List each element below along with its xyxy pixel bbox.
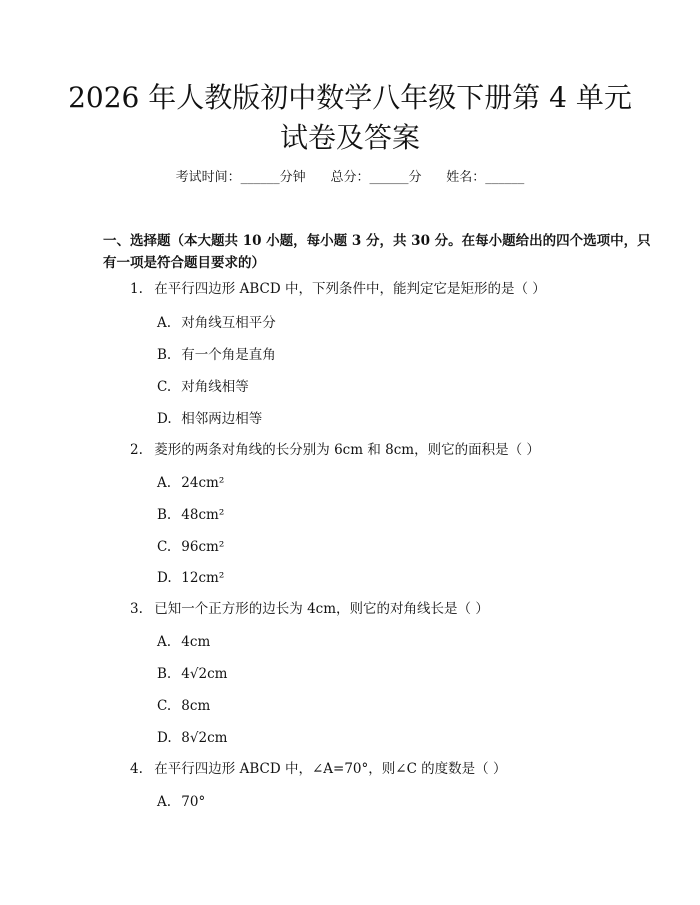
option-text: 4√2cm — [181, 666, 228, 682]
option-text: 有一个角是直角 — [181, 347, 276, 363]
option-text: 相邻两边相等 — [181, 411, 263, 427]
student-name: 姓名：______ — [446, 170, 525, 185]
option-text: 对角线相等 — [181, 379, 249, 395]
question-3 — [130, 599, 489, 619]
question-number: 3. — [130, 601, 143, 617]
option — [157, 313, 276, 333]
title-line-1: 2026 年人教版初中数学八年级下册第 4 单元 — [68, 81, 632, 114]
option — [157, 632, 210, 652]
option-letter: A. — [157, 634, 172, 650]
question-text: 在平行四边形 ABCD 中，下列条件中，能判定它是矩形的是（ ） — [154, 281, 546, 297]
option-letter: D. — [157, 730, 172, 746]
question-number: 4. — [130, 761, 143, 777]
question-number: 2. — [130, 442, 143, 458]
option — [157, 664, 227, 684]
option — [157, 537, 224, 557]
option-text: 对角线互相平分 — [181, 315, 276, 331]
option-letter: B. — [157, 347, 172, 363]
option-text: 8√2cm — [181, 730, 228, 746]
option-letter: D. — [157, 411, 172, 427]
option-letter: B. — [157, 666, 172, 682]
option-letter: C. — [157, 539, 172, 555]
question-text: 在平行四边形 ABCD 中，∠A=70°，则∠C 的度数是（ ） — [154, 761, 507, 777]
option — [157, 792, 205, 812]
option-letter: A. — [157, 315, 172, 331]
option — [157, 345, 276, 365]
option-letter: B. — [157, 507, 172, 523]
option-letter: A. — [157, 475, 172, 491]
option-letter: C. — [157, 698, 172, 714]
option — [157, 568, 224, 588]
option-text: 8cm — [181, 698, 211, 714]
section-heading: 一、选择题（本大题共 10 小题，每小题 3 分，共 30 分。在每小题给出的四个选项中，只有一项是符合题目要求的） — [103, 233, 651, 271]
option-text: 70° — [181, 794, 206, 810]
question-number: 1. — [130, 281, 143, 297]
title-line-2: 试卷及答案 — [279, 121, 420, 154]
option-text: 96cm² — [181, 539, 225, 555]
option — [157, 728, 227, 748]
question-text: 菱形的两条对角线的长分别为 6cm 和 8cm，则它的面积是（ ） — [154, 442, 540, 458]
exam-time: 考试时间：______分钟 — [175, 170, 306, 185]
option-text: 24cm² — [181, 475, 225, 491]
option — [157, 377, 249, 397]
option-letter: D. — [157, 570, 172, 586]
option — [157, 696, 210, 716]
option — [157, 505, 224, 525]
total-score: 总分：______分 — [330, 170, 422, 185]
option-text: 48cm² — [181, 507, 225, 523]
question-4 — [130, 759, 506, 779]
exam-info — [0, 168, 700, 188]
option — [157, 409, 262, 429]
option-text: 4cm — [181, 634, 211, 650]
page-title — [0, 78, 700, 158]
question-2 — [130, 440, 540, 460]
option-text: 12cm² — [181, 570, 225, 586]
option-letter: A. — [157, 794, 172, 810]
question-text: 已知一个正方形的边长为 4cm，则它的对角线长是（ ） — [154, 601, 489, 617]
option — [157, 473, 224, 493]
option-letter: C. — [157, 379, 172, 395]
question-1 — [130, 279, 546, 299]
